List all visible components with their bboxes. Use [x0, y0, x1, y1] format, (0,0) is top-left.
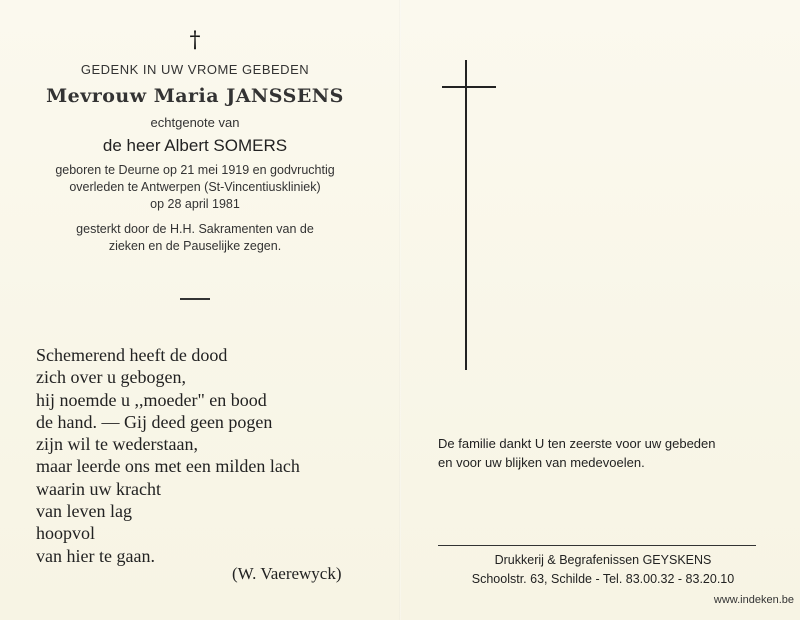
thanks-line: De familie dankt U ten zeerste voor uw gebeden — [438, 436, 716, 451]
printer-divider — [438, 545, 756, 546]
left-panel — [40, 28, 350, 255]
spouse-label: echtgenote van — [150, 115, 240, 130]
poem-line: maar leerde ons met een milden lach — [36, 456, 300, 477]
husband-name: de heer Albert SOMERS — [102, 136, 288, 155]
printer-name: Drukkerij & Begrafenissen GEYSKENS — [494, 553, 712, 567]
bio-line: overleden te Antwerpen (St-Vincentiuskliniek) — [69, 180, 321, 194]
bio-text — [40, 162, 350, 213]
prayer-heading: GEDENK IN UW VROME GEBEDEN — [80, 62, 310, 77]
cross-icon: † — [189, 28, 201, 53]
poem-line: van leven lag — [36, 501, 132, 522]
poem-line: de hand. — Gij deed geen pogen — [36, 411, 273, 432]
sacrament-line: gesterkt door de H.H. Sakramenten van de — [76, 222, 314, 236]
poem-line: zich over u gebogen, — [36, 367, 186, 388]
deceased-name: Mevrouw Maria JANSSENS — [46, 85, 344, 107]
thanks-text — [438, 434, 778, 472]
bio-line: op 28 april 1981 — [150, 197, 240, 211]
poem-line: zijn wil te wederstaan, — [36, 434, 198, 455]
bio-line: geboren te Deurne op 21 mei 1919 en godvruchtig — [55, 163, 335, 177]
printer-info — [438, 551, 768, 589]
poem — [36, 344, 366, 567]
sacrament-line: zieken en de Pauselijke zegen. — [108, 239, 282, 253]
poem-line: hij noemde u ,,moeder" en bood — [36, 389, 267, 410]
large-cross-icon — [465, 60, 467, 370]
printer-address: Schoolstr. 63, Schilde - Tel. 83.00.32 - 83.20.10 — [471, 572, 735, 586]
sacrament-text — [40, 221, 350, 255]
watermark: www.indeken.be — [713, 594, 794, 606]
thanks-line: en voor uw blijken van medevoelen. — [438, 455, 645, 470]
poem-line: hoopvol — [36, 523, 96, 544]
poem-line: van hier te gaan. — [36, 545, 155, 566]
large-cross-bar — [442, 86, 496, 88]
poem-line: Schemerend heeft de dood — [36, 345, 228, 365]
poem-author: (W. Vaerewyck) — [232, 564, 342, 583]
poem-line: waarin uw kracht — [36, 478, 161, 499]
card-fold — [399, 0, 401, 620]
separator-dash — [180, 298, 210, 300]
